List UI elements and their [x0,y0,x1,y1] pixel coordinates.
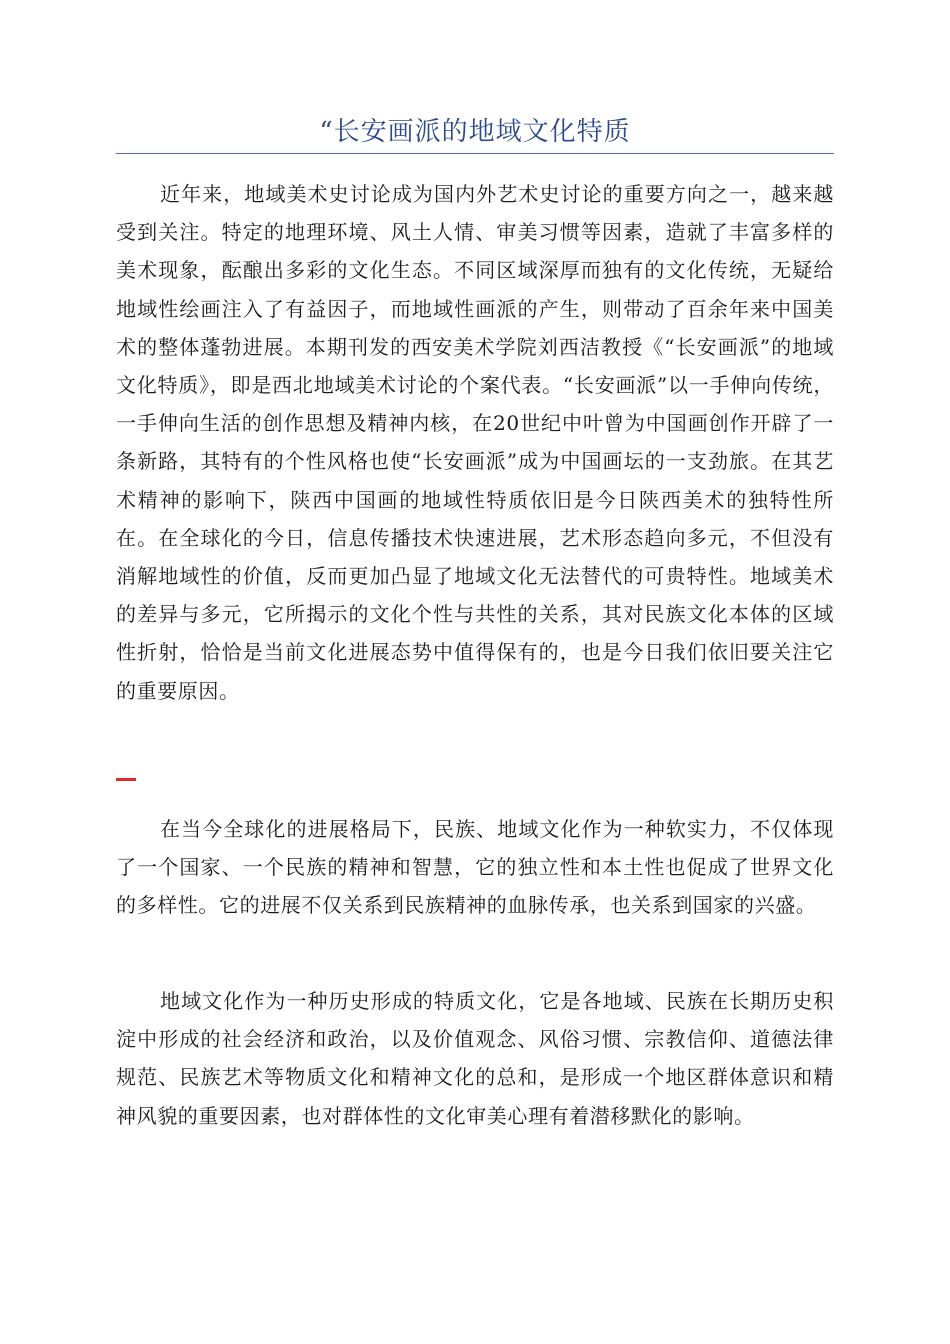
section-marker [116,778,136,781]
title-underline [116,153,834,154]
body-paragraph: 在当今全球化的进展格局下，民族、地域文化作为一种软实力，不仅体现了一个国家、一个民族的精神和智慧，它的独立性和本土性也促成了世界文化的多样性。它的进展不仅关系到民族精神的血脉传承，也关系到国家的兴盛。 [116,817,834,918]
intro-paragraph: 近年来，地域美术史讨论成为国内外艺术史讨论的重要方向之一，越来越受到关注。特定的地理环境、风土人情、审美习惯等因素，造就了丰富多样的美术现象，酝酿出多彩的文化生态。不同区域深厚而独有的文化传统，无疑给地域性绘画注入了有益因子，而地域性画派的产生，则带动了百余年来中国美术的整体蓬勃进展。本期刊发的西安美术学院刘西洁教授《“长安画派”的地域文化特质》，即是西北地域美术讨论的个案代表。“长安画派”以一手伸向传统，一手伸向生活的创作思想及精神内核，在20世纪中叶曾为中国画创作开辟了一条新路，其特有的个性风格也使“长安画派”成为中国画坛的一支劲旅。在其艺术精神的影响下，陕西中国画的地域性特质依旧是今日陕西美术的独特性所在。在全球化的今日，信息传播技术快速进展，艺术形态趋向多元，不但没有消解地域性的价值，反而更加凸显了地域文化无法替代的可贵特性。地域美术的差异与多元，它所揭示的文化个性与共性的关系，其对民族文化本体的区域性折射，恰恰是当前文化进展态势中值得保有的，也是今日我们依旧要关注它的重要原因。 [116,182,834,703]
page-title: “长安画派的地域文化特质 [319,117,631,147]
body-paragraph: 地域文化作为一种历史形成的特质文化，它是各地域、民族在长期历史积淀中形成的社会经济和政治，以及价值观念、风俗习惯、宗教信仰、道德法律规范、民族艺术等物质文化和精神文化的总和，是形成一个地区群体意识和精神风貌的重要因素，也对群体性的文化审美心理有着潜移默化的影响。 [116,989,834,1128]
